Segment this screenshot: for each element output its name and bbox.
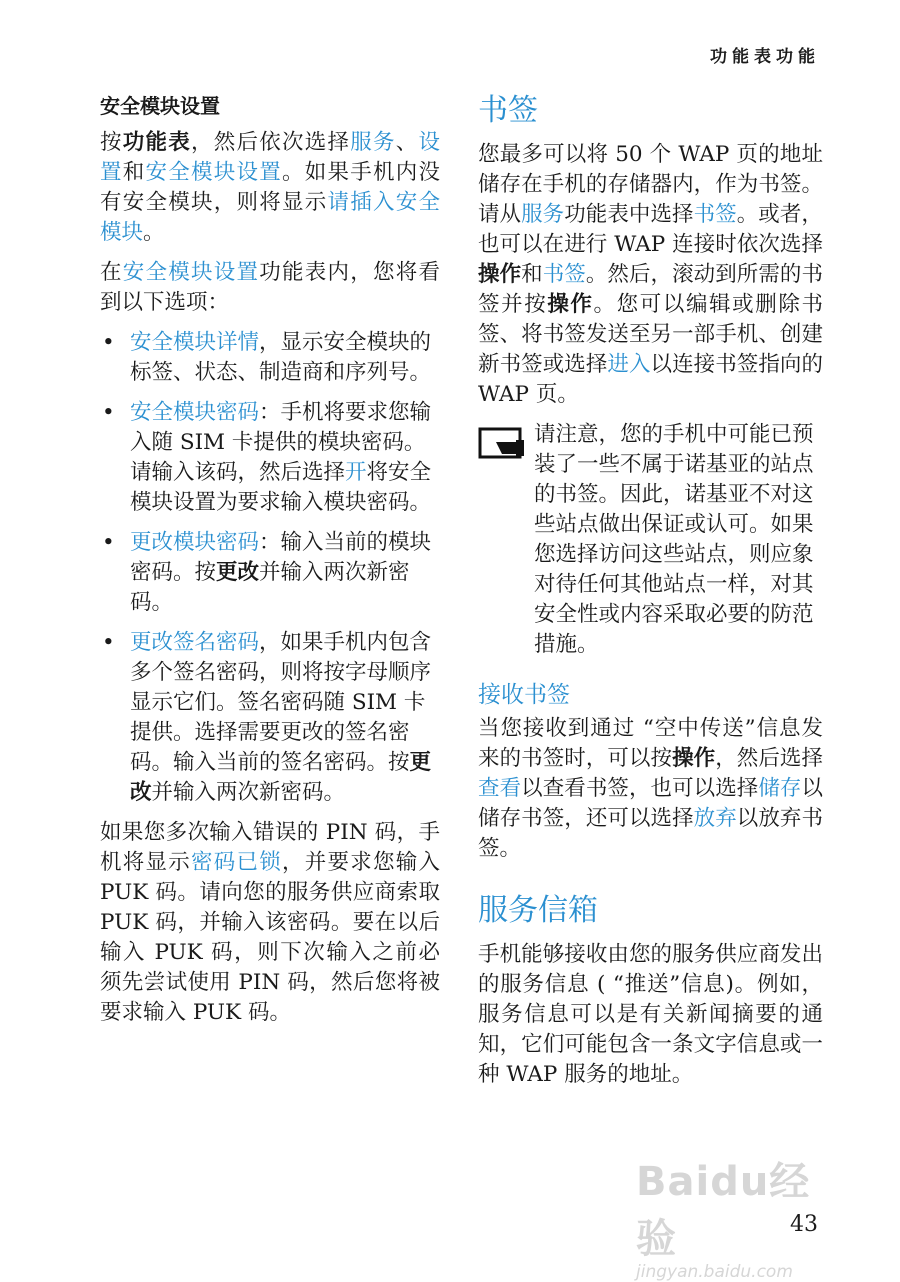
bookmarks-heading: 书签 xyxy=(478,93,538,128)
list-item: • 安全模块详情，显示安全模块的标签、状态、制造商和序列号。 xyxy=(100,328,440,388)
receive-paragraph: 当您接收到通过 “空中传送”信息发来的书签时，可以按操作，然后选择查看以查看书签，也可以选择储存以储存书签，还可以选择放弃以放弃书签。 xyxy=(478,716,823,861)
pin-paragraph: 如果您多次输入错误的 PIN 码，手机将显示密码已锁，并要求您输入 PUK 码。请向您的服务供应商索取 PUK 码，并输入该密码。要在以后输入 PUK 码，则下次输入之前必须先尝试使用 PIN 码，然后您将被要求输入 PUK 码。 xyxy=(100,820,440,1025)
menu-term: 功能表 xyxy=(122,130,191,155)
services-term: 服务 xyxy=(521,202,565,227)
watermark xyxy=(636,1150,851,1282)
page-number: 43 xyxy=(790,1212,818,1237)
watermark-url: jingyan.baidu.com xyxy=(636,1262,793,1282)
section-label: 功能表功能 xyxy=(710,47,820,67)
view-term: 查看 xyxy=(478,776,522,801)
option-term: 安全模块密码 xyxy=(130,400,260,425)
services-term: 服务 xyxy=(350,130,396,155)
on-term: 开 xyxy=(345,460,367,485)
watermark-logo: Baidu经验 xyxy=(636,1159,811,1262)
options-term: 操作 xyxy=(547,292,594,317)
note-icon xyxy=(478,420,534,660)
option-term: 更改模块密码 xyxy=(130,530,260,555)
left-column xyxy=(100,92,440,1038)
options-paragraph: 在安全模块设置功能表内，您将看到以下选项： xyxy=(100,260,440,315)
right-column xyxy=(478,92,823,1100)
bookmarks-paragraph: 您最多可以将 50 个 WAP 页的地址储存在手机的存储器内，作为书签。请从服务功能表中选择书签。或者，也可以在进行 WAP 连接时依次选择操作和书签。然后，滚动到所需的书签并按操作。您可以编辑或删除书签、将书签发送至另一部手机、创建新书签或选择进入以连接书签指向的 WAP 页。 xyxy=(478,142,823,407)
security-module-heading: 安全模块设置 xyxy=(100,94,220,118)
insert-module-term: 请插入安全模块 xyxy=(100,190,440,245)
go-to-term: 进入 xyxy=(607,352,651,377)
bookmarks-term: 书签 xyxy=(542,262,586,287)
note-block xyxy=(478,420,823,660)
inbox-paragraph: 手机能够接收由您的服务供应商发出的服务信息 ( “推送”信息)。例如，服务信息可以是有关新闻摘要的通知，它们可能包含一条文字信息或一种 WAP 服务的地址。 xyxy=(478,942,823,1087)
security-settings-term: 安全模块设置 xyxy=(122,260,260,285)
security-settings-term: 安全模块设置 xyxy=(145,160,282,185)
discard-term: 放弃 xyxy=(693,806,737,831)
note-text: 请注意，您的手机中可能已预装了一些不属于诺基亚的站点的书签。因此，诺基亚不对这些站点做出保证或认可。如果您选择访问这些站点，则应象对待任何其他站点一样，对其安全性或内容采取必要的防范措施。 xyxy=(534,422,814,657)
list-item: • 更改签名密码，如果手机内包含多个签名密码，则将按字母顺序显示它们。签名密码随 SIM 卡提供。选择需要更改的签名密码。输入当前的签名密码。按更改并输入两次新密码。 xyxy=(100,628,440,808)
settings-term: 设置 xyxy=(100,130,440,185)
option-term: 更改签名密码 xyxy=(130,630,260,655)
intro-paragraph: 按功能表，然后依次选择服务、设置和安全模块设置。如果手机内没有安全模块，则将显示请插入安全模块。 xyxy=(100,130,440,245)
code-locked-term: 密码已锁 xyxy=(191,850,282,875)
list-item: • 安全模块密码：手机将要求您输入随 SIM 卡提供的模块密码。请输入该码，然后选择开将安全模块设置为要求输入模块密码。 xyxy=(100,398,440,518)
options-term: 操作 xyxy=(672,746,716,771)
options-list xyxy=(100,328,440,808)
bookmarks-term: 书签 xyxy=(693,202,737,227)
save-term: 储存 xyxy=(758,776,802,801)
option-term: 安全模块详情 xyxy=(130,330,260,355)
options-term: 操作 xyxy=(478,262,522,287)
receive-bookmark-heading: 接收书签 xyxy=(478,682,570,708)
list-item: • 更改模块密码：输入当前的模块密码。按更改并输入两次新密码。 xyxy=(100,528,440,618)
service-inbox-heading: 服务信箱 xyxy=(478,893,598,928)
change-term: 更改 xyxy=(130,750,432,805)
change-term: 更改 xyxy=(216,560,260,585)
